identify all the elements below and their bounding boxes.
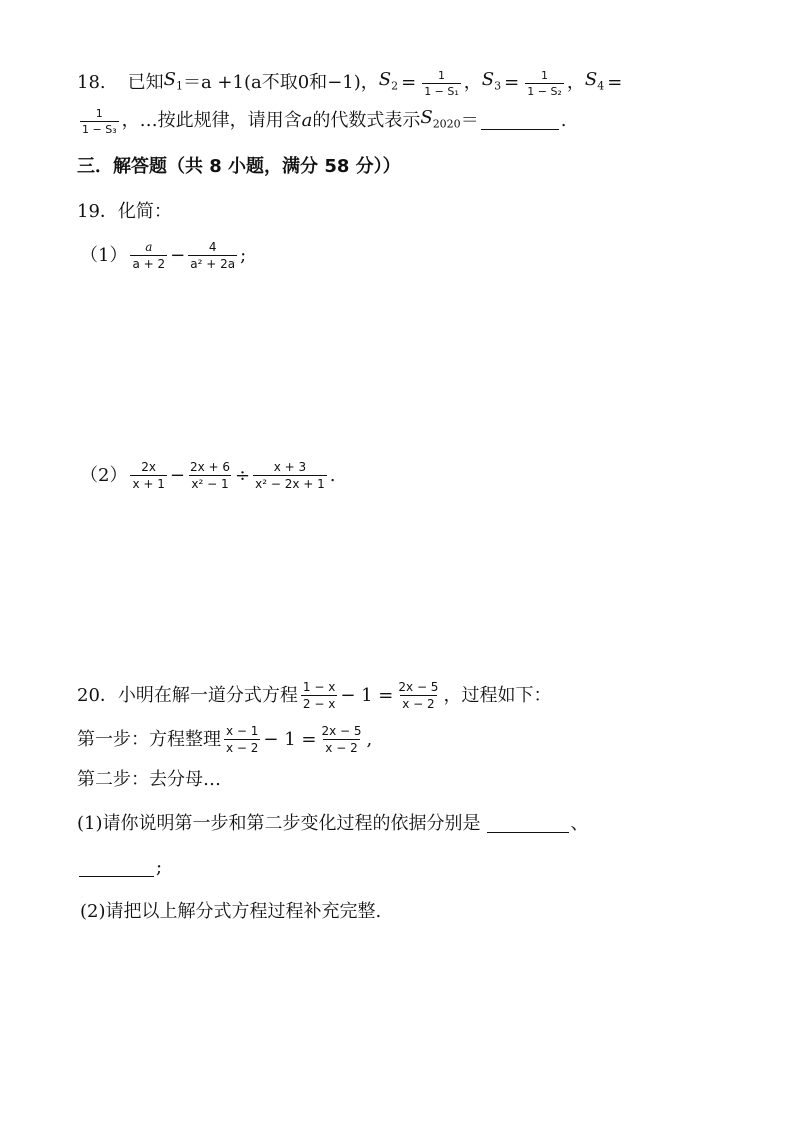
equals-sign: ＝ [460, 110, 479, 132]
equals-sign: = [607, 72, 623, 94]
fraction-s2: $\frac{1}{\text{1 − S₁}}$ [424, 68, 459, 98]
fraction-2x-minus-5-over-x-minus-2: $\frac{2x - 5}{x - 2}$ [398, 680, 439, 711]
q18-text-3: 的代数式表示 [312, 110, 421, 132]
s4-symbol: $S_4$ [584, 69, 605, 93]
q20-title-end: ，过程如下： [443, 684, 552, 706]
fraction-2x-minus-5-over-x-minus-2: $\frac{2x - 5}{x - 2}$ [321, 724, 362, 755]
q18-text-1: 已知 [127, 72, 164, 94]
fraction-s3: $\frac{1}{\text{1 − S₂}}$ [527, 68, 562, 98]
answer-blank[interactable] [481, 113, 559, 130]
q20-sub1-cont [77, 856, 162, 880]
period: . [329, 464, 336, 486]
fraction-2x-over-x-plus-1: $\frac{2x}{x + 1}$ [132, 460, 165, 491]
fraction-x-minus-1-over-x-minus-2: $\frac{x - 1}{x - 2}$ [226, 724, 259, 755]
semicolon: ; [156, 857, 163, 878]
s1-symbol: $S_1$ [163, 69, 183, 93]
q18-line2 [77, 106, 566, 137]
fraction-a-over-a-plus-2: $\frac{a}{a + 2}$ [132, 240, 166, 271]
q20-step2: 第二步：去分母… [77, 769, 221, 790]
fraction-1-minus-x-over-2-minus-x: $\frac{1 - x}{2 - x}$ [302, 680, 336, 711]
q20-step1 [77, 724, 372, 755]
q20-sub1 [77, 812, 589, 836]
q20-sub2: (2)请把以上解分式方程过程补充完整. [80, 901, 382, 922]
q20-title: 20．小明在解一道分式方程 [77, 684, 298, 706]
comma: , [366, 728, 373, 750]
q19-title: 19．化简： [77, 201, 172, 222]
sub1-text: (1)请你说明第一步和第二步变化过程的依据分别是 [77, 813, 481, 834]
semicolon: ; [240, 244, 247, 266]
fraction-2x-plus-6-over-x2-minus-1: $\frac{2x + 6}{\text{x² − 1}}$ [189, 460, 231, 491]
q19-part1 [80, 240, 246, 271]
q20-title-line [77, 680, 551, 711]
fraction-s4: $\frac{1}{\text{1 − S₃}}$ [82, 106, 117, 136]
s2-symbol: $S_2$ [378, 69, 399, 93]
minus-one-equals: − 1 = [263, 728, 317, 750]
fraction-4-over-a2-plus-2a: $\frac{4}{\text{a² + 2a}}$ [190, 240, 236, 271]
section-heading: 三．解答题（共 8 小题，满分 58 分）） [77, 156, 401, 177]
division-sign: ÷ [235, 464, 251, 486]
q18-text-2: ，…按此规律，请用含 [121, 110, 302, 132]
comma: ， [566, 72, 585, 94]
q19-part2-label: （2） [80, 464, 128, 486]
period: . [560, 110, 567, 132]
q18-number: 18. [77, 72, 106, 94]
fraction-x-plus-3-over-quadratic: $\frac{x + 3}{\text{x² − 2x + 1}}$ [255, 460, 325, 491]
answer-blank-1[interactable] [487, 816, 569, 833]
comma: ， [463, 72, 482, 94]
s3-symbol: $S_3$ [481, 69, 502, 93]
q18-condition-end: −1)， [327, 72, 379, 94]
minus-one-equals: − 1 = [340, 684, 394, 706]
s2020-symbol: $S_{2020}$ [420, 107, 461, 131]
step1-label: 第一步：方程整理 [77, 728, 221, 750]
q19-part2 [80, 460, 336, 491]
equals-sign: = [504, 72, 520, 94]
separator: 、 [570, 813, 589, 834]
q19-part1-label: （1） [80, 244, 128, 266]
q18-condition: 不取0和 [261, 72, 328, 94]
variable-a: a [301, 110, 313, 132]
equals-sign: = [401, 72, 417, 94]
minus-sign: − [169, 464, 185, 486]
minus-sign: − [170, 244, 186, 266]
answer-blank-2[interactable] [79, 860, 154, 877]
q18-line1 [77, 68, 625, 99]
q18-s1-definition: ＝a +1(a [182, 72, 262, 94]
